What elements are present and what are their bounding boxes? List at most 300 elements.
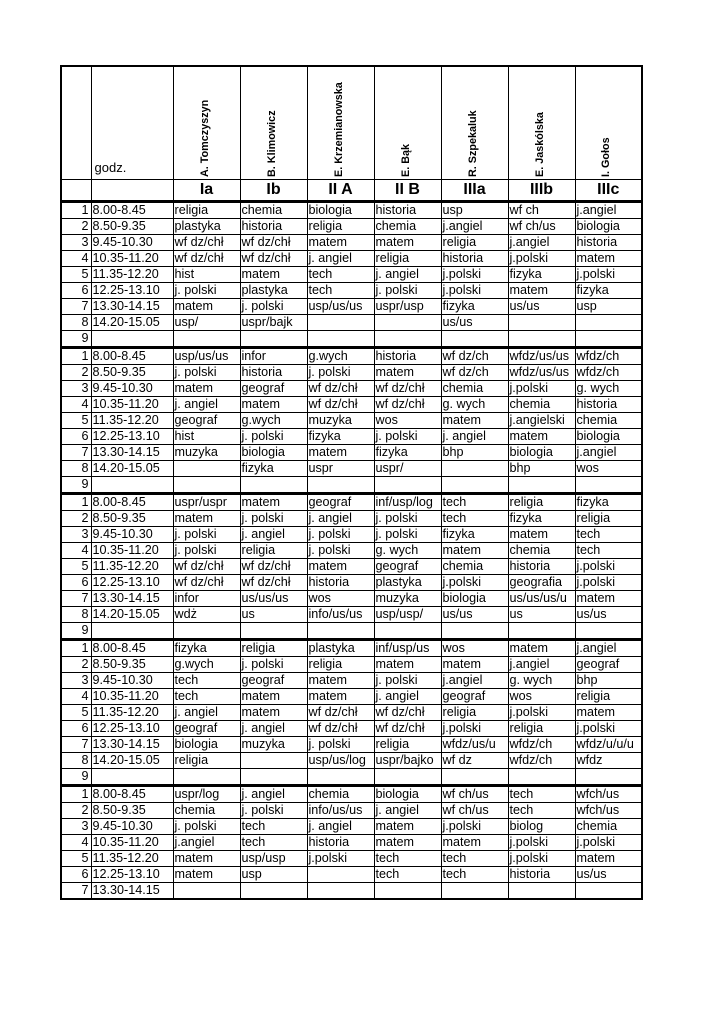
lesson-number: 6 — [61, 574, 91, 590]
subject-cell: wfdz/ch — [575, 364, 642, 380]
subject-cell: chemia — [508, 542, 575, 558]
lesson-row — [61, 396, 642, 412]
subject-cell: fizyka — [441, 526, 508, 542]
subject-cell: tech — [173, 688, 240, 704]
subject-cell — [575, 768, 642, 785]
subject-cell: infor — [240, 347, 307, 364]
subject-cell: wf dz/chł — [173, 234, 240, 250]
subject-cell: historia — [307, 574, 374, 590]
lesson-number: 3 — [61, 380, 91, 396]
lesson-time: 13.30-14.15 — [91, 736, 173, 752]
teacher-cell — [441, 66, 508, 179]
lesson-number: 3 — [61, 818, 91, 834]
subject-cell: wos — [307, 590, 374, 606]
subject-cell: infor — [173, 590, 240, 606]
subject-cell: j. polski — [307, 542, 374, 558]
lesson-time: 8.50-9.35 — [91, 510, 173, 526]
subject-cell: j.polski — [508, 380, 575, 396]
subject-cell: matem — [240, 493, 307, 510]
subject-cell: religia — [575, 510, 642, 526]
subject-cell: matem — [441, 542, 508, 558]
subject-cell — [240, 476, 307, 493]
lesson-row — [61, 672, 642, 688]
subject-cell: wfch/us — [575, 802, 642, 818]
subject-cell: j. angiel — [240, 720, 307, 736]
lesson-number: 6 — [61, 720, 91, 736]
class-label: Ib — [240, 179, 307, 201]
lesson-row — [61, 688, 642, 704]
subject-cell: geograf — [307, 493, 374, 510]
lesson-row — [61, 412, 642, 428]
subject-cell: bhp — [575, 672, 642, 688]
subject-cell: biologia — [508, 444, 575, 460]
subject-cell: historia — [374, 201, 441, 218]
subject-cell: wfdz/us/u — [441, 736, 508, 752]
subject-cell: wf dz/chł — [240, 558, 307, 574]
subject-cell: uspr/bajko — [374, 752, 441, 768]
lesson-number: 2 — [61, 364, 91, 380]
lesson-number: 4 — [61, 834, 91, 850]
subject-cell: wfdz/ch — [508, 736, 575, 752]
subject-cell: wf dz/chł — [240, 234, 307, 250]
subject-cell: geograf — [575, 656, 642, 672]
lesson-row — [61, 704, 642, 720]
subject-cell: wf ch/us — [508, 218, 575, 234]
subject-cell: tech — [575, 542, 642, 558]
subject-cell: matem — [441, 834, 508, 850]
subject-cell: biologia — [575, 218, 642, 234]
subject-cell: geograf — [173, 412, 240, 428]
subject-cell — [508, 622, 575, 639]
lesson-number: 9 — [61, 768, 91, 785]
lesson-number: 9 — [61, 476, 91, 493]
lesson-row — [61, 606, 642, 622]
subject-cell: tech — [374, 866, 441, 882]
subject-cell: usp/usp/ — [374, 606, 441, 622]
subject-cell: historia — [374, 347, 441, 364]
subject-cell — [173, 622, 240, 639]
lesson-time: 8.00-8.45 — [91, 785, 173, 802]
teacher-header-row — [61, 66, 642, 179]
subject-cell — [374, 622, 441, 639]
subject-cell: usp/usp — [240, 850, 307, 866]
lesson-time: 13.30-14.15 — [91, 882, 173, 899]
subject-cell: j. polski — [173, 526, 240, 542]
subject-cell — [441, 768, 508, 785]
subject-cell: j.angiel — [508, 656, 575, 672]
subject-cell: usp/us/us — [173, 347, 240, 364]
subject-cell: matem — [575, 250, 642, 266]
lesson-time: 8.50-9.35 — [91, 218, 173, 234]
class-label: Ia — [173, 179, 240, 201]
lesson-number: 3 — [61, 526, 91, 542]
subject-cell: j. polski — [307, 364, 374, 380]
lesson-row — [61, 574, 642, 590]
lesson-number: 9 — [61, 330, 91, 347]
subject-cell — [374, 476, 441, 493]
subject-cell: wf dz/ch — [441, 347, 508, 364]
subject-cell — [307, 314, 374, 330]
subject-cell: wf dz/chł — [240, 574, 307, 590]
lesson-number: 1 — [61, 201, 91, 218]
subject-cell: j.angielski — [508, 412, 575, 428]
subject-cell: matem — [441, 656, 508, 672]
subject-cell: uspr/ — [374, 460, 441, 476]
subject-cell: chemia — [441, 558, 508, 574]
subject-cell — [508, 882, 575, 899]
subject-cell: muzyka — [307, 412, 374, 428]
teacher-cell — [240, 66, 307, 179]
subject-cell: wdż — [173, 606, 240, 622]
subject-cell: j. angiel — [307, 250, 374, 266]
subject-cell: historia — [240, 218, 307, 234]
subject-cell: geograf — [173, 720, 240, 736]
subject-cell: matem — [240, 266, 307, 282]
subject-cell — [441, 460, 508, 476]
subject-cell: matem — [240, 396, 307, 412]
subject-cell: fizyka — [307, 428, 374, 444]
subject-cell: j. angiel — [374, 802, 441, 818]
subject-cell — [307, 768, 374, 785]
subject-cell: wfch/us — [575, 785, 642, 802]
subject-cell: matem — [374, 234, 441, 250]
subject-cell: historia — [307, 834, 374, 850]
lesson-time: 12.25-13.10 — [91, 720, 173, 736]
subject-cell: historia — [441, 250, 508, 266]
lesson-time: 10.35-11.20 — [91, 250, 173, 266]
subject-cell: wf dz/ch — [441, 364, 508, 380]
subject-cell: tech — [441, 866, 508, 882]
lesson-time: 12.25-13.10 — [91, 866, 173, 882]
subject-cell: us/us/us — [240, 590, 307, 606]
lesson-row — [61, 493, 642, 510]
subject-cell: biologia — [240, 444, 307, 460]
subject-cell: us/us — [575, 606, 642, 622]
subject-cell: muzyka — [240, 736, 307, 752]
lesson-row — [61, 234, 642, 250]
lesson-row — [61, 802, 642, 818]
subject-cell: wf dz/chł — [173, 574, 240, 590]
subject-cell: matem — [307, 234, 374, 250]
lesson-number: 1 — [61, 493, 91, 510]
subject-cell: historia — [508, 558, 575, 574]
subject-cell: chemia — [441, 380, 508, 396]
godz-label: godz. — [91, 66, 173, 179]
lesson-number: 8 — [61, 314, 91, 330]
lesson-time: 9.45-10.30 — [91, 526, 173, 542]
lesson-time: 10.35-11.20 — [91, 834, 173, 850]
lesson-number: 3 — [61, 234, 91, 250]
subject-cell — [374, 768, 441, 785]
teacher-name: E. Bąk — [399, 143, 412, 177]
subject-cell: g.wych — [173, 656, 240, 672]
lesson-row — [61, 510, 642, 526]
subject-cell: matem — [173, 866, 240, 882]
lesson-number: 1 — [61, 347, 91, 364]
subject-cell: tech — [441, 493, 508, 510]
subject-cell: j.polski — [575, 558, 642, 574]
subject-cell: tech — [508, 785, 575, 802]
lesson-time: 12.25-13.10 — [91, 574, 173, 590]
lesson-row — [61, 590, 642, 606]
subject-cell: tech — [240, 834, 307, 850]
subject-cell: g. wych — [508, 672, 575, 688]
lesson-time: 8.00-8.45 — [91, 347, 173, 364]
lesson-row — [61, 639, 642, 656]
lesson-time: 10.35-11.20 — [91, 542, 173, 558]
class-label: II B — [374, 179, 441, 201]
lesson-time: 11.35-12.20 — [91, 850, 173, 866]
subject-cell: wf dz — [441, 752, 508, 768]
subject-cell: tech — [240, 818, 307, 834]
subject-cell: fizyka — [374, 444, 441, 460]
teacher-cell — [173, 66, 240, 179]
lesson-number: 8 — [61, 752, 91, 768]
subject-cell: religia — [173, 201, 240, 218]
subject-cell: tech — [508, 802, 575, 818]
subject-cell: uspr/usp — [374, 298, 441, 314]
lesson-time: 14.20-15.05 — [91, 752, 173, 768]
lesson-time: 12.25-13.10 — [91, 282, 173, 298]
subject-cell: inf/usp/log — [374, 493, 441, 510]
subject-cell: religia — [374, 736, 441, 752]
subject-cell: j.polski — [441, 266, 508, 282]
subject-cell — [240, 330, 307, 347]
subject-cell — [508, 476, 575, 493]
subject-cell: tech — [441, 510, 508, 526]
subject-cell: j. polski — [374, 526, 441, 542]
lesson-row — [61, 364, 642, 380]
lesson-row — [61, 542, 642, 558]
lesson-number: 4 — [61, 250, 91, 266]
lesson-row — [61, 330, 642, 347]
lesson-number: 7 — [61, 736, 91, 752]
lesson-time: 8.00-8.45 — [91, 493, 173, 510]
subject-cell: inf/usp/us — [374, 639, 441, 656]
lesson-time: 14.20-15.05 — [91, 460, 173, 476]
subject-cell: j.polski — [575, 574, 642, 590]
timetable — [60, 65, 643, 900]
teacher-cell — [374, 66, 441, 179]
lesson-row — [61, 347, 642, 364]
subject-cell: tech — [173, 672, 240, 688]
subject-cell: j. angiel — [374, 688, 441, 704]
lesson-row — [61, 250, 642, 266]
subject-cell: j. angiel — [441, 428, 508, 444]
teacher-name: B. Klimowicz — [265, 109, 278, 177]
lesson-number: 3 — [61, 672, 91, 688]
subject-cell: religia — [240, 542, 307, 558]
subject-cell: geografia — [508, 574, 575, 590]
lesson-time: 11.35-12.20 — [91, 558, 173, 574]
lesson-number: 2 — [61, 656, 91, 672]
subject-cell: j. angiel — [307, 510, 374, 526]
lesson-number: 5 — [61, 266, 91, 282]
subject-cell: fizyka — [240, 460, 307, 476]
lesson-row — [61, 866, 642, 882]
subject-cell: biologia — [441, 590, 508, 606]
lesson-number: 1 — [61, 639, 91, 656]
subject-cell: j.polski — [441, 282, 508, 298]
subject-cell: j.polski — [508, 704, 575, 720]
subject-cell: matem — [508, 639, 575, 656]
subject-cell: chemia — [307, 785, 374, 802]
subject-cell: j. angiel — [307, 818, 374, 834]
lesson-number: 8 — [61, 460, 91, 476]
lesson-time: 14.20-15.05 — [91, 314, 173, 330]
blank-cell — [61, 179, 91, 201]
subject-cell — [240, 622, 307, 639]
subject-cell: wf dz/chł — [240, 250, 307, 266]
subject-cell: matem — [307, 672, 374, 688]
subject-cell: biolog — [508, 818, 575, 834]
subject-cell: religia — [307, 656, 374, 672]
subject-cell: usp/us/log — [307, 752, 374, 768]
lesson-row — [61, 882, 642, 899]
lesson-row — [61, 752, 642, 768]
subject-cell — [173, 330, 240, 347]
subject-cell: g.wych — [307, 347, 374, 364]
subject-cell: g. wych — [374, 542, 441, 558]
lesson-number: 5 — [61, 850, 91, 866]
subject-cell: tech — [441, 850, 508, 866]
subject-cell: wfdz/ch — [508, 752, 575, 768]
subject-cell: j. angiel — [173, 704, 240, 720]
lesson-time: 8.50-9.35 — [91, 656, 173, 672]
subject-cell: info/us/us — [307, 802, 374, 818]
lesson-number: 7 — [61, 882, 91, 899]
subject-cell: religia — [441, 234, 508, 250]
lesson-time: 11.35-12.20 — [91, 704, 173, 720]
subject-cell: wfdz/us/us — [508, 364, 575, 380]
subject-cell: usp/us/us — [307, 298, 374, 314]
subject-cell: j.angiel — [575, 201, 642, 218]
subject-cell — [374, 330, 441, 347]
subject-cell — [240, 882, 307, 899]
lesson-row — [61, 558, 642, 574]
subject-cell: j. polski — [240, 298, 307, 314]
subject-cell: us/us — [575, 866, 642, 882]
subject-cell: chemia — [575, 818, 642, 834]
subject-cell: wf dz/chł — [307, 720, 374, 736]
subject-cell: j.polski — [575, 266, 642, 282]
subject-cell: fizyka — [173, 639, 240, 656]
subject-cell: matem — [508, 526, 575, 542]
class-label: IIIb — [508, 179, 575, 201]
subject-cell: j. angiel — [240, 526, 307, 542]
teacher-cell — [575, 66, 642, 179]
lesson-time: 13.30-14.15 — [91, 444, 173, 460]
subject-cell: religia — [374, 250, 441, 266]
lesson-number: 6 — [61, 428, 91, 444]
subject-cell: muzyka — [374, 590, 441, 606]
subject-cell: uspr — [307, 460, 374, 476]
subject-cell: matem — [307, 558, 374, 574]
subject-cell: chemia — [240, 201, 307, 218]
subject-cell: j. polski — [240, 802, 307, 818]
class-header-row — [61, 179, 642, 201]
subject-cell: geograf — [374, 558, 441, 574]
subject-cell: religia — [173, 752, 240, 768]
lesson-number: 4 — [61, 542, 91, 558]
subject-cell: geograf — [240, 672, 307, 688]
subject-cell — [508, 768, 575, 785]
subject-cell — [240, 768, 307, 785]
subject-cell: wfdz/ch — [575, 347, 642, 364]
lesson-number: 2 — [61, 802, 91, 818]
lesson-number: 6 — [61, 866, 91, 882]
teacher-name: R. Szpekaluk — [466, 109, 479, 177]
lesson-number: 4 — [61, 396, 91, 412]
subject-cell: j.polski — [508, 250, 575, 266]
subject-cell: wos — [508, 688, 575, 704]
lesson-row — [61, 850, 642, 866]
lesson-row — [61, 380, 642, 396]
teacher-name: E. Jaskólska — [533, 111, 546, 177]
subject-cell: j.angiel — [441, 672, 508, 688]
subject-cell: g. wych — [575, 380, 642, 396]
subject-cell — [575, 622, 642, 639]
subject-cell — [173, 476, 240, 493]
subject-cell: j.angiel — [173, 834, 240, 850]
subject-cell: wos — [575, 460, 642, 476]
lesson-time: 14.20-15.05 — [91, 606, 173, 622]
subject-cell: j.polski — [441, 574, 508, 590]
subject-cell: tech — [307, 282, 374, 298]
subject-cell: matem — [173, 380, 240, 396]
class-label: IIIc — [575, 179, 642, 201]
subject-cell: j. polski — [374, 282, 441, 298]
lesson-time — [91, 768, 173, 785]
subject-cell — [173, 882, 240, 899]
lesson-row — [61, 785, 642, 802]
subject-cell: hist — [173, 428, 240, 444]
subject-cell: bhp — [441, 444, 508, 460]
teacher-name: E. Krzemianowska — [332, 81, 345, 177]
lesson-number: 5 — [61, 412, 91, 428]
subject-cell: matem — [173, 850, 240, 866]
subject-cell: plastyka — [374, 574, 441, 590]
subject-cell: tech — [575, 526, 642, 542]
lesson-row — [61, 460, 642, 476]
subject-cell: uspr/log — [173, 785, 240, 802]
lesson-time: 8.50-9.35 — [91, 802, 173, 818]
subject-cell: us/us — [441, 606, 508, 622]
lesson-row — [61, 444, 642, 460]
subject-cell: religia — [575, 688, 642, 704]
lesson-row — [61, 720, 642, 736]
subject-cell: matem — [374, 364, 441, 380]
subject-cell: chemia — [374, 218, 441, 234]
subject-cell: wf ch/us — [441, 785, 508, 802]
lesson-time — [91, 476, 173, 493]
subject-cell: wos — [374, 412, 441, 428]
lesson-row — [61, 282, 642, 298]
subject-cell — [173, 768, 240, 785]
subject-cell: j. polski — [240, 428, 307, 444]
subject-cell: j.polski — [575, 834, 642, 850]
subject-cell: biologia — [374, 785, 441, 802]
subject-cell: religia — [307, 218, 374, 234]
subject-cell: wf dz/chł — [374, 380, 441, 396]
subject-cell — [575, 330, 642, 347]
lesson-number: 9 — [61, 622, 91, 639]
subject-cell: wf dz/chł — [374, 704, 441, 720]
subject-cell: hist — [173, 266, 240, 282]
class-label: IIIa — [441, 179, 508, 201]
subject-cell: religia — [441, 704, 508, 720]
lesson-time — [91, 622, 173, 639]
